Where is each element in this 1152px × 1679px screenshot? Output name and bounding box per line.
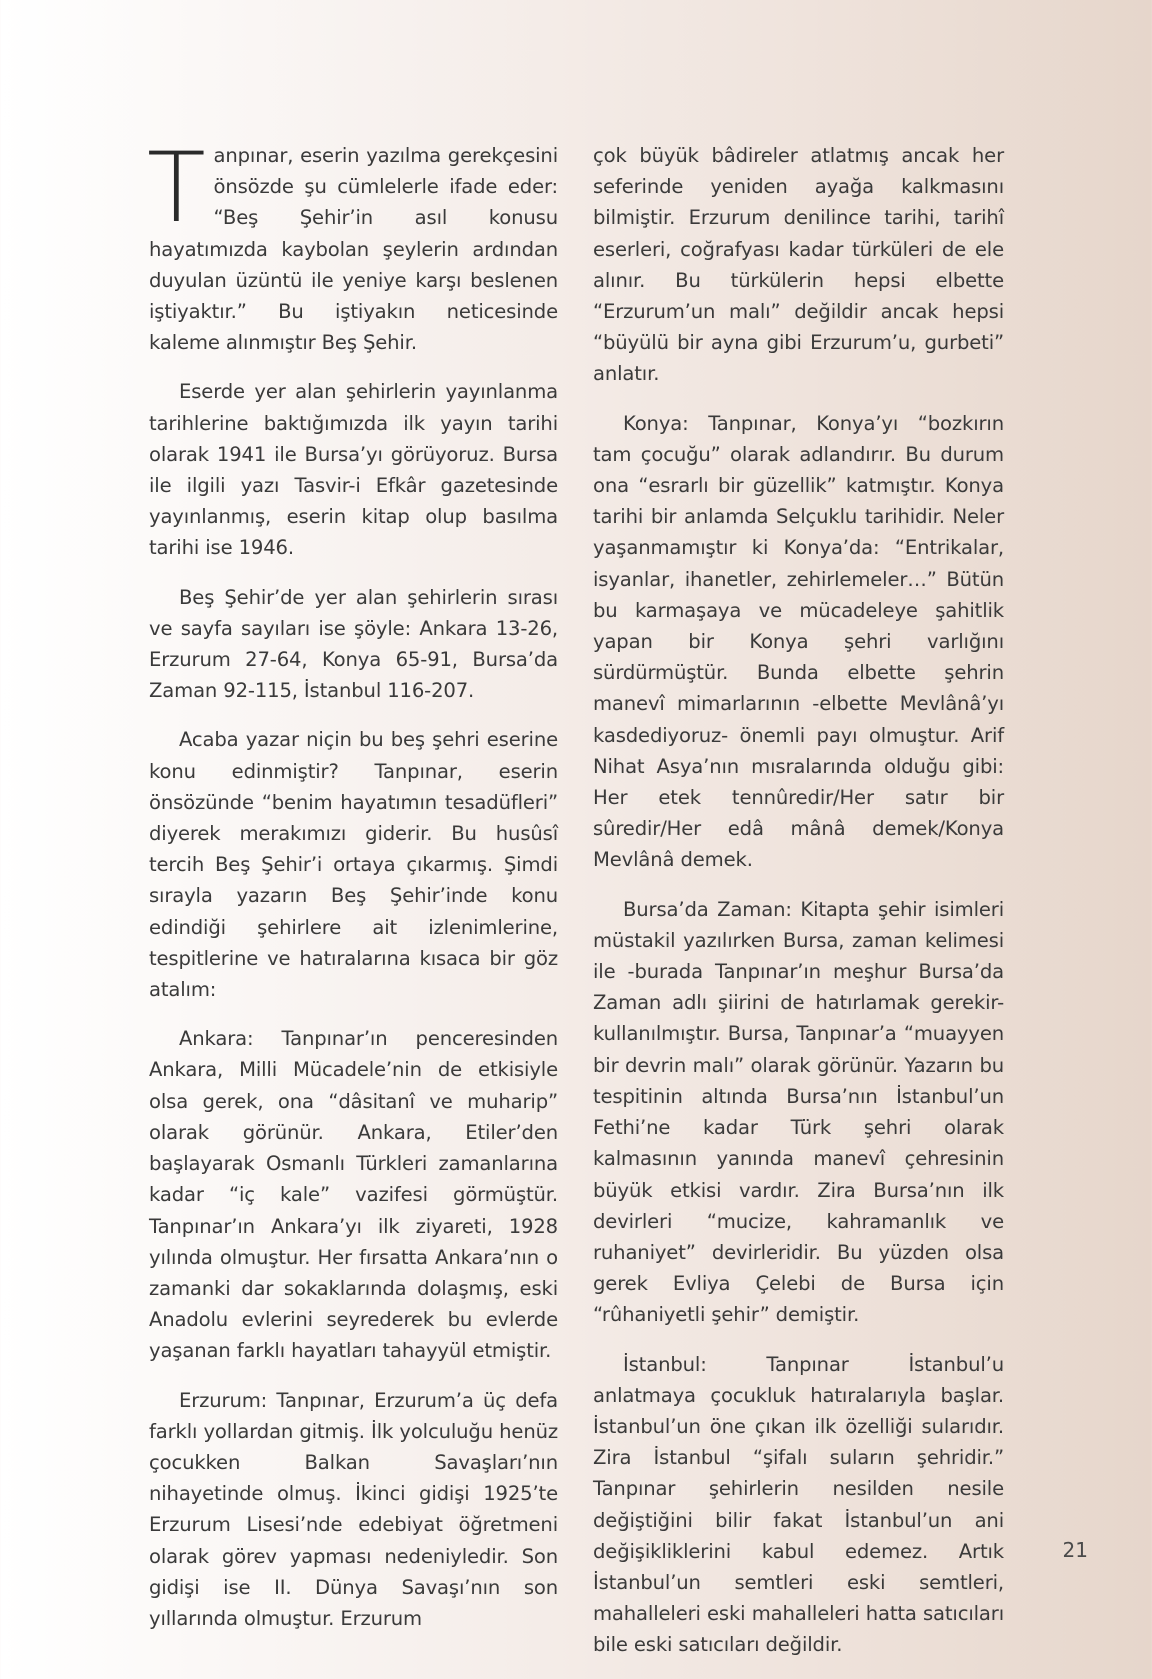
intro-paragraph	[147, 132, 558, 358]
paragraph-city-order: Beş Şehir’de yer alan şehirlerin sırası ve sayfa sayıları ise şöyle: Ankara 13-26, Erzurum 27-64, Konya 65-91, Bursa’da Zaman 92-115, İstanbul 116-207.	[149, 585, 558, 703]
paragraph-publication-dates: Eserde yer alan şehirlerin yayınlanma tarihlerine baktığımızda ilk yayın tarihi olarak 1941 ile Bursa’yı görüyoruz. Bursa ile ilgili yazı Tasvir-i Efkâr gazetesinde yayınlanmış, eserin kitap olup basılma tarihi ise 1946.	[149, 380, 558, 560]
intro-paragraph-text: anpınar, eserin yazılma gerekçesini önsözde şu cümlelerle ifade eder: “Beş Şehir’in asıl konusu hayatımızda kaybolan şeylerin ardından duyulan üzüntü ile yeniye karşı beslenen iştiyaktır.” Bu iştiyakın neticesinde kaleme alınmıştır Beş Şehir.	[149, 144, 558, 355]
paragraph-why-five-cities: Acaba yazar niçin bu beş şehri eserine konu edinmiştir? Tanpınar, eserin önsözünde “benim hayatımın tesadüfleri” diyerek merakımızı giderir. Bu husûsî tercih Beş Şehir’i ortaya çıkarmış. Şimdi sırayla yazarın Beş Şehir’inde konu edindiği şehirlere ait izlenimlerine, tespitlerine ve hatıralarına kısaca bir göz atalım:	[149, 728, 558, 1002]
paragraph-ankara: Ankara: Tanpınar’ın penceresinden Ankara, Milli Mücadele’nin de etkisiyle olsa gerek, ona “dâsitanî ve muharip” olarak görünür. Ankara, Etiler’den başlayarak Osmanlı Türkleri zamanlarına kadar “iç kale” vazifesi görmüştür. Tanpınar’ın Ankara’yı ilk ziyareti, 1928 yılında olmuştur. Her fırsatta Ankara’nın o zamanki dar sokaklarında dolaşmış, eski Anadolu evlerini seyrederek bu evlerde yaşanan farklı hayatları tahayyül etmiştir.	[149, 1027, 558, 1363]
paragraph-istanbul: İstanbul: Tanpınar İstanbul’u anlatmaya çocukluk hatıralarıyla başlar. İstanbul’un öne çıkan ilk özelliği sularıdır. Zira İstanbul “şifalı suların şehridir.” Tanpınar şehirlerin nesilden nesile değiştiğini bilir fakat İstanbul’un ani değişikliklerini kabul edemez. Artık İstanbul’un semtleri eski semtleri, mahalleleri eski mahalleleri hatta satıcıları bile eski satıcıları değildir.	[593, 1352, 1004, 1657]
paragraph-erzurum-continued: çok büyük bâdireler atlatmış ancak her seferinde yeniden ayağa kalkmasını bilmiştir. Erzurum denilince tarihi, tarihî eserleri, coğrafyası kadar türküleri de ele alınır. Bu türkülerin hepsi elbette “Erzurum’un malı” değildir ancak hepsi “büyülü bir ayna gibi Erzurum’u, gurbeti” anlatır.	[593, 144, 1004, 386]
drop-cap: T	[147, 132, 206, 244]
page-number: 21	[1062, 1538, 1088, 1562]
paragraph-konya: Konya: Tanpınar, Konya’yı “bozkırın tam çocuğu” olarak adlandırır. Bu durum ona “esrarlı bir güzellik” katmıştır. Konya tarihi bir anlamda Selçuklu tarihidir. Neler yaşanmamıştır ki Konya’da: “Entrikalar, isyanlar, ihanetler, zehirlemeler…” Bütün bu karmaşaya ve mücadeleye şahitlik yapan bir Konya şehri varlığını sürdürmüştür. Bunda elbette şehrin manevî mimarlarının -elbette Mevlânâ’yı kasdediyoruz- önemli payı olmuştur. Arif Nihat Asya’nın mısralarında olduğu gibi: Her etek tennûredir/Her satır bir sûredir/Her edâ mânâ demek/Konya Mevlânâ demek.	[593, 411, 1004, 872]
paragraph-bursa: Bursa’da Zaman: Kitapta şehir isimleri müstakil yazılırken Bursa, zaman kelimesi ile -burada Tanpınar’ın meşhur Bursa’da Zaman adlı şiirini de hatırlamak gerekir-kullanılmıştır. Bursa, Tanpınar’a “muayyen bir devrin malı” olarak görünür. Yazarın bu tespitinin altında Bursa’nın İstanbul’un Fethi’ne kadar Türk şehri olarak kalmasının yanında manevî çehresinin büyük etkisi vardır. Zira Bursa’nın ilk devirleri “mucize, kahramanlık ve ruhaniyet” devirleridir. Bu yüzden olsa gerek Evliya Çelebi de Bursa için “rûhaniyetli şehir” demiştir.	[593, 897, 1004, 1327]
right-column	[593, 140, 1004, 1679]
left-column	[147, 132, 558, 1652]
paragraph-erzurum: Erzurum: Tanpınar, Erzurum’a üç defa farklı yollardan gitmiş. İlk yolculuğu henüz çocukken Balkan Savaşları’nın nihayetinde olmuş. İkinci gidişi 1925’te Erzurum Lisesi’nde edebiyat öğretmeni olarak görev yapması nedeniyledir. Son gidişi ise II. Dünya Savaşı’nın son yıllarında olmuştur. Erzurum	[149, 1388, 558, 1630]
